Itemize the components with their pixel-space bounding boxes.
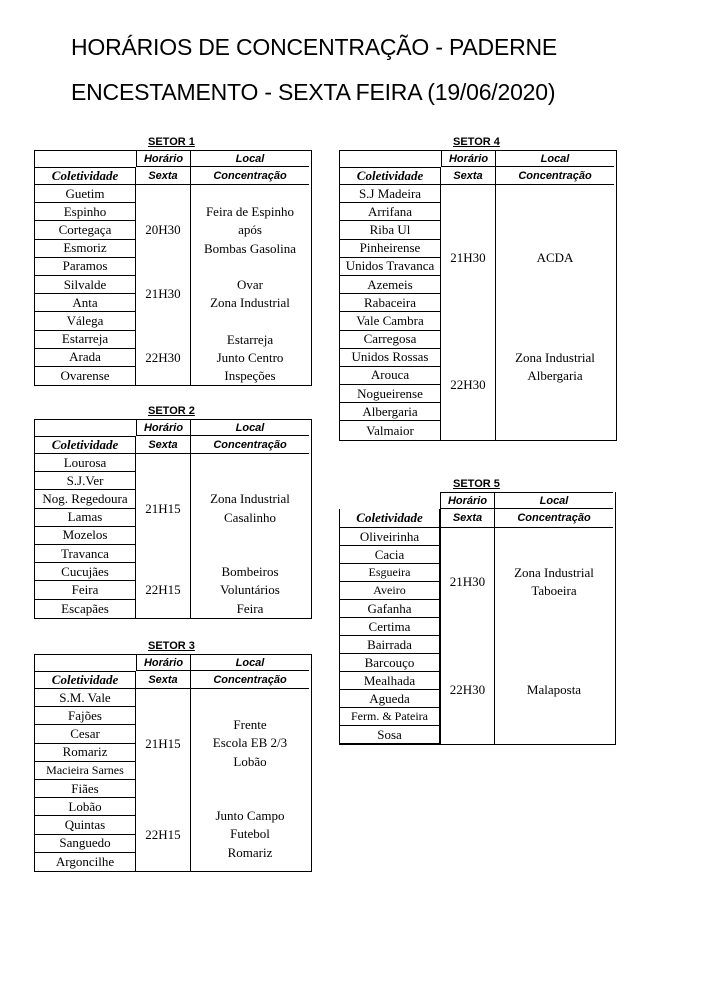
coletividade-header: Coletividade (340, 167, 441, 185)
location-line: Malaposta (526, 681, 582, 697)
team-name: Estarreja (35, 331, 136, 349)
sector-title: SETOR 5 (453, 478, 500, 490)
location-line: Bombas Gasolina (203, 240, 297, 256)
coletividade-header: Coletividade (35, 436, 136, 454)
concentracao-header: Concentração (495, 509, 613, 528)
location-line: Futebol (230, 826, 270, 842)
location-cell (191, 689, 309, 798)
blank-cell (340, 151, 441, 167)
team-name: Valmaior (340, 421, 441, 439)
sector-table (34, 419, 312, 619)
team-name: Albergaria (340, 403, 441, 421)
team-name: Paramos (35, 258, 136, 276)
team-name: Sosa (339, 726, 440, 744)
sector-3 (34, 639, 312, 879)
team-name: Arada (35, 349, 136, 367)
team-name: Ferm. & Pateira (339, 708, 440, 726)
team-name: Lourosa (35, 454, 136, 472)
local-header: Local (495, 492, 613, 509)
blank-cell (35, 420, 136, 436)
team-name: Mozelos (35, 527, 136, 545)
location-cell (191, 563, 309, 618)
team-name: Lobão (35, 798, 136, 816)
location-line: Junto Centro (216, 349, 284, 365)
team-name: Pinheirense (340, 240, 441, 258)
team-name: Rabaceira (340, 294, 441, 312)
team-name: Unidos Travanca (340, 258, 441, 276)
horario-header: Horário (440, 492, 495, 509)
sexta-header: Sexta (440, 509, 495, 528)
team-name: Carregosa (340, 331, 441, 349)
time-cell (136, 312, 191, 330)
team-name: Travanca (35, 545, 136, 563)
team-name: Agueda (339, 690, 440, 708)
location-line: Inspeções (224, 367, 276, 383)
location-line: Ovar (237, 276, 263, 292)
team-name: Quintas (35, 816, 136, 834)
sexta-header: Sexta (136, 671, 191, 689)
team-name: Barcouço (339, 654, 440, 672)
team-name: Certima (339, 618, 440, 636)
time-cell: 21H30 (136, 276, 191, 312)
location-line: após (238, 222, 262, 238)
time-cell: 22H15 (136, 798, 191, 871)
location-cell (495, 636, 613, 744)
team-name: Bairrada (339, 636, 440, 654)
blank-cell (339, 492, 440, 509)
sector-5 (339, 477, 618, 749)
team-name: Guetim (35, 185, 136, 203)
team-name: Arrifana (340, 203, 441, 221)
sexta-header: Sexta (136, 436, 191, 454)
local-header: Local (191, 655, 309, 671)
time-cell: 21H30 (441, 185, 496, 331)
location-line: Junto Campo (215, 808, 285, 824)
location-line: Frente (233, 717, 267, 733)
sector-table (339, 150, 617, 441)
team-name: Nogueirense (340, 385, 441, 403)
location-cell (191, 276, 309, 312)
team-name: Unidos Rossas (340, 349, 441, 367)
team-name: Fajões (35, 707, 136, 725)
blank-cell (35, 655, 136, 671)
location-line: ACDA (536, 249, 574, 265)
time-cell: 21H15 (136, 454, 191, 563)
team-name: Escapães (35, 600, 136, 618)
location-line: Bombeiros (221, 564, 279, 580)
location-line: Feira de Espinho (205, 204, 295, 220)
sector-title: SETOR 4 (453, 136, 500, 148)
location-line: Casalinho (224, 509, 276, 525)
concentracao-header: Concentração (191, 671, 309, 689)
team-name: Arouca (340, 367, 441, 385)
team-name: Cortegaça (35, 221, 136, 239)
team-name: Cesar (35, 725, 136, 743)
location-line: Zona Industrial (514, 564, 594, 580)
time-cell: 22H15 (136, 563, 191, 618)
location-line: Albergaria (527, 367, 583, 383)
horario-header: Horário (136, 655, 191, 671)
local-header: Local (191, 151, 309, 167)
team-name: Oliveirinha (339, 528, 440, 546)
team-name: Macieira Sarnes (35, 762, 136, 780)
team-name: Esgueira (339, 564, 440, 582)
location-line: Zona Industrial (210, 295, 290, 311)
team-name: Aveiro (339, 582, 440, 600)
sector-1 (34, 135, 312, 385)
concentracao-header: Concentração (191, 436, 309, 454)
local-header: Local (191, 420, 309, 436)
location-cell (191, 185, 309, 276)
location-line: Estarreja (226, 331, 274, 347)
team-name: Ovarense (35, 367, 136, 385)
location-line: Zona Industrial (210, 491, 290, 507)
location-line: Voluntários (220, 582, 280, 598)
team-name: Riba Ul (340, 221, 441, 239)
sector-table (339, 492, 616, 745)
time-cell: 21H30 (440, 528, 495, 636)
time-cell: 21H15 (136, 689, 191, 798)
location-line: Taboeira (531, 583, 577, 598)
time-cell: 22H30 (440, 636, 495, 744)
team-name: Argoncilhe (35, 853, 136, 871)
team-name: Gafanha (339, 600, 440, 618)
coletividade-header: Coletividade (339, 509, 440, 528)
team-name: Espinho (35, 203, 136, 221)
team-name: Romariz (35, 744, 136, 762)
horario-header: Horário (136, 420, 191, 436)
location-cell (496, 185, 614, 331)
team-name: S.M. Vale (35, 689, 136, 707)
team-name: Cucujães (35, 563, 136, 581)
team-name: Feira (35, 581, 136, 599)
sector-4 (339, 135, 618, 441)
location-cell (191, 331, 309, 386)
team-name: Válega (35, 312, 136, 330)
location-cell (191, 798, 309, 871)
location-cell (496, 331, 614, 404)
concentracao-header: Concentração (191, 167, 309, 185)
sector-title: SETOR 2 (148, 405, 195, 417)
horario-header: Horário (441, 151, 496, 167)
location-cell (191, 454, 309, 563)
sector-table (34, 654, 312, 872)
sexta-header: Sexta (441, 167, 496, 185)
team-name: Azemeis (340, 276, 441, 294)
team-name: Lamas (35, 509, 136, 527)
time-cell: 22H30 (136, 331, 191, 386)
location-line: Feira (236, 600, 264, 616)
team-name: Nog. Regedoura (35, 490, 136, 508)
sexta-header: Sexta (136, 167, 191, 185)
team-name: S.J.Ver (35, 472, 136, 490)
team-name: Vale Cambra (340, 312, 441, 330)
team-name: Cacia (339, 546, 440, 564)
time-cell: 22H30 (441, 331, 496, 440)
page-title: HORÁRIOS DE CONCENTRAÇÃO - PADERNE (71, 34, 558, 60)
local-header: Local (496, 151, 614, 167)
team-name: Fiães (35, 780, 136, 798)
sector-title: SETOR 3 (148, 640, 195, 652)
coletividade-header: Coletividade (35, 167, 136, 185)
team-name: S.J Madeira (340, 185, 441, 203)
location-line: Zona Industrial (515, 349, 595, 365)
team-name: Mealhada (339, 672, 440, 690)
blank-cell (35, 151, 136, 167)
concentracao-header: Concentração (496, 167, 614, 185)
team-name: Esmoriz (35, 240, 136, 258)
location-cell (495, 528, 613, 636)
sector-table (34, 150, 312, 386)
team-name: Anta (35, 294, 136, 312)
sector-2 (34, 404, 312, 624)
location-line: Escola EB 2/3 (212, 735, 288, 751)
coletividade-header: Coletividade (35, 671, 136, 689)
team-name: Sanguedo (35, 835, 136, 853)
page-subtitle: ENCESTAMENTO - SEXTA FEIRA (19/06/2020) (71, 79, 556, 105)
sector-title: SETOR 1 (148, 136, 195, 148)
team-name: Silvalde (35, 276, 136, 294)
location-line: Lobão (233, 753, 267, 769)
location-line: Romariz (227, 844, 273, 860)
horario-header: Horário (136, 151, 191, 167)
time-cell: 20H30 (136, 185, 191, 276)
